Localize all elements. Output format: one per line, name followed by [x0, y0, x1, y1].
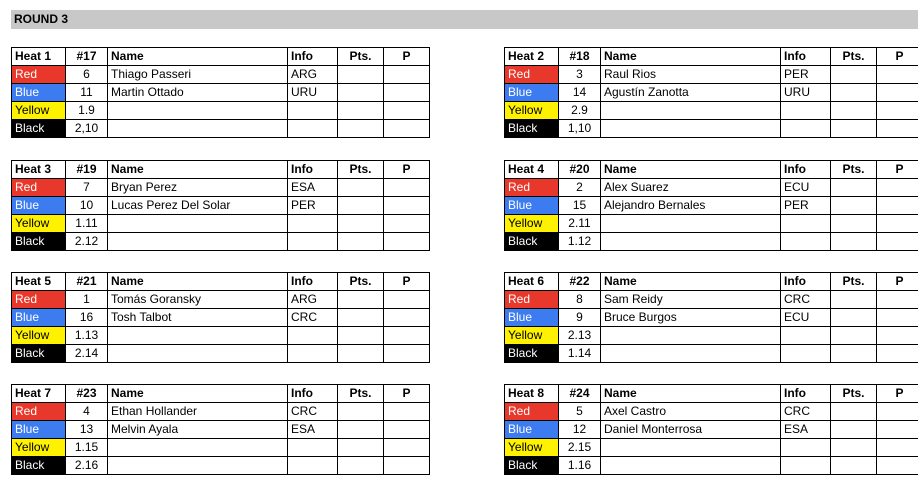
surfer-info: [781, 327, 831, 345]
table-row: [12, 66, 430, 84]
entry-number: 7: [66, 179, 108, 197]
points-cell: [831, 179, 877, 197]
place-cell: [877, 102, 918, 120]
heat-number: #21: [66, 273, 108, 291]
surfer-name: [601, 102, 781, 120]
surfer-name: [601, 345, 781, 363]
entry-number: 14: [559, 84, 601, 102]
table-row: [505, 84, 918, 102]
entry-number: 2: [559, 179, 601, 197]
column-header-name: Name: [601, 385, 781, 403]
place-cell: [877, 66, 918, 84]
surfer-info: PER: [781, 197, 831, 215]
place-cell: [877, 327, 918, 345]
points-cell: [831, 421, 877, 439]
surfer-info: [781, 439, 831, 457]
column-header-pts: Pts.: [338, 48, 384, 66]
surfer-name: Lucas Perez Del Solar: [108, 197, 288, 215]
color-label: Blue: [505, 309, 559, 327]
points-cell: [338, 197, 384, 215]
color-label: Yellow: [505, 439, 559, 457]
surfer-name: [601, 457, 781, 475]
heat-number: #17: [66, 48, 108, 66]
color-label: Yellow: [12, 102, 66, 120]
surfer-info: ECU: [781, 179, 831, 197]
surfer-info: CRC: [288, 309, 338, 327]
entry-number: 6: [66, 66, 108, 84]
surfer-info: [781, 120, 831, 138]
place-cell: [877, 197, 918, 215]
column-header-info: Info: [781, 273, 831, 291]
points-cell: [831, 403, 877, 421]
entry-number: 2.15: [559, 439, 601, 457]
points-cell: [831, 102, 877, 120]
place-cell: [877, 215, 918, 233]
place-cell: [384, 233, 430, 251]
place-cell: [384, 439, 430, 457]
surfer-info: [781, 102, 831, 120]
points-cell: [831, 291, 877, 309]
surfer-name: Melvin Ayala: [108, 421, 288, 439]
table-row: [12, 457, 430, 475]
surfer-name: [601, 327, 781, 345]
heat-header-row: [12, 385, 430, 403]
surfer-name: [601, 120, 781, 138]
color-label: Black: [12, 120, 66, 138]
color-label: Black: [12, 457, 66, 475]
color-label: Blue: [12, 421, 66, 439]
surfer-info: [288, 102, 338, 120]
table-row: [505, 421, 918, 439]
column-header-p: P: [877, 273, 918, 291]
table-row: [12, 439, 430, 457]
points-cell: [338, 233, 384, 251]
surfer-info: [781, 345, 831, 363]
surfer-name: Agustín Zanotta: [601, 84, 781, 102]
heat-table: [11, 47, 430, 138]
place-cell: [384, 421, 430, 439]
points-cell: [831, 327, 877, 345]
table-row: [12, 309, 430, 327]
heat-title: Heat 4: [505, 161, 559, 179]
entry-number: 1.14: [559, 345, 601, 363]
heat-table: [504, 272, 918, 363]
place-cell: [877, 233, 918, 251]
heat-number: #18: [559, 48, 601, 66]
table-row: [12, 403, 430, 421]
heat-number: #24: [559, 385, 601, 403]
heat-number: #19: [66, 161, 108, 179]
table-row: [12, 233, 430, 251]
points-cell: [338, 327, 384, 345]
heat-table: [504, 160, 918, 251]
place-cell: [877, 345, 918, 363]
place-cell: [877, 179, 918, 197]
surfer-name: Ethan Hollander: [108, 403, 288, 421]
points-cell: [338, 215, 384, 233]
table-row: [12, 102, 430, 120]
surfer-info: ESA: [288, 179, 338, 197]
column-header-name: Name: [108, 273, 288, 291]
heat-table: [11, 160, 430, 251]
surfer-name: Sam Reidy: [601, 291, 781, 309]
table-row: [505, 457, 918, 475]
color-label: Red: [12, 66, 66, 84]
heat-number: #22: [559, 273, 601, 291]
table-row: [12, 120, 430, 138]
column-header-info: Info: [781, 48, 831, 66]
column-header-info: Info: [288, 385, 338, 403]
color-label: Blue: [12, 84, 66, 102]
color-label: Yellow: [505, 327, 559, 345]
surfer-info: [288, 215, 338, 233]
surfer-name: Bryan Perez: [108, 179, 288, 197]
entry-number: 2.13: [559, 327, 601, 345]
color-label: Blue: [505, 84, 559, 102]
heat-header-row: [505, 48, 918, 66]
column-header-p: P: [384, 161, 430, 179]
entry-number: 1.16: [559, 457, 601, 475]
entry-number: 10: [66, 197, 108, 215]
surfer-info: CRC: [781, 291, 831, 309]
heat-header-row: [505, 273, 918, 291]
place-cell: [877, 439, 918, 457]
place-cell: [384, 291, 430, 309]
surfer-info: [781, 457, 831, 475]
column-header-info: Info: [288, 161, 338, 179]
entry-number: 5: [559, 403, 601, 421]
surfer-name: Bruce Burgos: [601, 309, 781, 327]
heat-header-row: [505, 161, 918, 179]
table-row: [12, 421, 430, 439]
table-row: [505, 327, 918, 345]
surfer-info: ECU: [781, 309, 831, 327]
place-cell: [384, 179, 430, 197]
heat-title: Heat 5: [12, 273, 66, 291]
surfer-name: Axel Castro: [601, 403, 781, 421]
place-cell: [384, 66, 430, 84]
color-label: Red: [505, 179, 559, 197]
column-header-p: P: [877, 48, 918, 66]
entry-number: 16: [66, 309, 108, 327]
points-cell: [831, 215, 877, 233]
column-header-p: P: [384, 385, 430, 403]
place-cell: [384, 84, 430, 102]
points-cell: [338, 345, 384, 363]
column-header-p: P: [877, 161, 918, 179]
place-cell: [877, 84, 918, 102]
place-cell: [384, 120, 430, 138]
surfer-name: Thiago Passeri: [108, 66, 288, 84]
table-row: [505, 197, 918, 215]
heat-table: [11, 272, 430, 363]
table-row: [505, 120, 918, 138]
color-label: Yellow: [12, 327, 66, 345]
surfer-info: [288, 233, 338, 251]
surfer-info: ESA: [781, 421, 831, 439]
points-cell: [338, 84, 384, 102]
surfer-name: [108, 120, 288, 138]
column-header-p: P: [384, 48, 430, 66]
table-row: [505, 291, 918, 309]
table-row: [505, 102, 918, 120]
column-header-pts: Pts.: [338, 161, 384, 179]
color-label: Black: [12, 345, 66, 363]
heat-header-row: [12, 161, 430, 179]
entry-number: 11: [66, 84, 108, 102]
place-cell: [877, 120, 918, 138]
surfer-info: URU: [781, 84, 831, 102]
entry-number: 3: [559, 66, 601, 84]
surfer-info: [288, 439, 338, 457]
color-label: Black: [505, 457, 559, 475]
column-header-pts: Pts.: [338, 385, 384, 403]
surfer-info: CRC: [288, 403, 338, 421]
table-row: [12, 327, 430, 345]
column-header-name: Name: [601, 273, 781, 291]
color-label: Blue: [12, 309, 66, 327]
place-cell: [384, 345, 430, 363]
column-header-name: Name: [601, 161, 781, 179]
points-cell: [831, 309, 877, 327]
entry-number: 2.16: [66, 457, 108, 475]
points-cell: [831, 233, 877, 251]
place-cell: [384, 215, 430, 233]
surfer-name: [108, 345, 288, 363]
column-header-p: P: [877, 385, 918, 403]
points-cell: [831, 439, 877, 457]
column-header-pts: Pts.: [831, 48, 877, 66]
place-cell: [384, 102, 430, 120]
color-label: Yellow: [12, 215, 66, 233]
entry-number: 2.12: [66, 233, 108, 251]
surfer-name: [108, 102, 288, 120]
points-cell: [338, 403, 384, 421]
column-header-name: Name: [108, 385, 288, 403]
table-row: [505, 179, 918, 197]
entry-number: 2.9: [559, 102, 601, 120]
entry-number: 8: [559, 291, 601, 309]
color-label: Red: [12, 403, 66, 421]
round-title: ROUND 3: [14, 12, 69, 26]
surfer-info: [288, 457, 338, 475]
color-label: Black: [12, 233, 66, 251]
points-cell: [831, 457, 877, 475]
column-header-name: Name: [108, 161, 288, 179]
column-header-pts: Pts.: [338, 273, 384, 291]
place-cell: [877, 291, 918, 309]
points-cell: [338, 421, 384, 439]
table-row: [505, 215, 918, 233]
place-cell: [384, 457, 430, 475]
heat-title: Heat 8: [505, 385, 559, 403]
surfer-info: [288, 327, 338, 345]
entry-number: 1,10: [559, 120, 601, 138]
heat-table: [11, 384, 430, 475]
surfer-name: Alejandro Bernales: [601, 197, 781, 215]
surfer-name: [108, 457, 288, 475]
points-cell: [338, 291, 384, 309]
points-cell: [338, 66, 384, 84]
color-label: Red: [12, 291, 66, 309]
table-row: [505, 403, 918, 421]
points-cell: [338, 120, 384, 138]
heat-number: #23: [66, 385, 108, 403]
surfer-name: Tosh Talbot: [108, 309, 288, 327]
entry-number: 1.12: [559, 233, 601, 251]
column-header-pts: Pts.: [831, 273, 877, 291]
entry-number: 12: [559, 421, 601, 439]
entry-number: 9: [559, 309, 601, 327]
entry-number: 1.13: [66, 327, 108, 345]
place-cell: [877, 421, 918, 439]
table-row: [12, 291, 430, 309]
heat-header-row: [12, 273, 430, 291]
surfer-name: [601, 233, 781, 251]
color-label: Blue: [505, 421, 559, 439]
entry-number: 2,10: [66, 120, 108, 138]
entry-number: 1.11: [66, 215, 108, 233]
surfer-name: Tomás Goransky: [108, 291, 288, 309]
place-cell: [877, 457, 918, 475]
surfer-name: [601, 439, 781, 457]
surfer-info: ARG: [288, 66, 338, 84]
column-header-info: Info: [288, 273, 338, 291]
table-row: [12, 345, 430, 363]
surfer-info: CRC: [781, 403, 831, 421]
heat-header-row: [12, 48, 430, 66]
column-header-p: P: [384, 273, 430, 291]
color-label: Black: [505, 233, 559, 251]
entry-number: 1.15: [66, 439, 108, 457]
column-header-info: Info: [288, 48, 338, 66]
heat-title: Heat 6: [505, 273, 559, 291]
entry-number: 15: [559, 197, 601, 215]
table-row: [505, 439, 918, 457]
surfer-name: Alex Suarez: [601, 179, 781, 197]
heat-table: [504, 47, 918, 138]
color-label: Red: [505, 291, 559, 309]
entry-number: 4: [66, 403, 108, 421]
color-label: Black: [505, 345, 559, 363]
surfer-info: ESA: [288, 421, 338, 439]
heat-header-row: [505, 385, 918, 403]
column-header-info: Info: [781, 161, 831, 179]
heat-title: Heat 2: [505, 48, 559, 66]
surfer-info: URU: [288, 84, 338, 102]
heat-title: Heat 7: [12, 385, 66, 403]
entry-number: 2.14: [66, 345, 108, 363]
points-cell: [831, 345, 877, 363]
surfer-info: [781, 215, 831, 233]
heat-title: Heat 3: [12, 161, 66, 179]
place-cell: [384, 403, 430, 421]
points-cell: [338, 309, 384, 327]
column-header-name: Name: [108, 48, 288, 66]
surfer-name: [108, 215, 288, 233]
surfer-name: [108, 233, 288, 251]
column-header-pts: Pts.: [831, 161, 877, 179]
entry-number: 1: [66, 291, 108, 309]
color-label: Red: [505, 66, 559, 84]
color-label: Yellow: [505, 102, 559, 120]
surfer-name: [108, 439, 288, 457]
surfer-name: [108, 327, 288, 345]
surfer-name: Daniel Monterrosa: [601, 421, 781, 439]
color-label: Blue: [505, 197, 559, 215]
color-label: Blue: [12, 197, 66, 215]
surfer-name: Martin Ottado: [108, 84, 288, 102]
column-header-name: Name: [601, 48, 781, 66]
place-cell: [384, 327, 430, 345]
table-row: [505, 66, 918, 84]
place-cell: [384, 197, 430, 215]
surfer-name: [601, 215, 781, 233]
surfer-info: [288, 120, 338, 138]
table-row: [505, 345, 918, 363]
place-cell: [384, 309, 430, 327]
column-header-pts: Pts.: [831, 385, 877, 403]
points-cell: [338, 457, 384, 475]
entry-number: 13: [66, 421, 108, 439]
table-row: [12, 197, 430, 215]
table-row: [505, 233, 918, 251]
place-cell: [877, 403, 918, 421]
points-cell: [338, 179, 384, 197]
table-row: [12, 215, 430, 233]
column-header-info: Info: [781, 385, 831, 403]
color-label: Red: [12, 179, 66, 197]
color-label: Red: [505, 403, 559, 421]
points-cell: [338, 102, 384, 120]
surfer-info: [781, 233, 831, 251]
heat-title: Heat 1: [12, 48, 66, 66]
entry-number: 2.11: [559, 215, 601, 233]
color-label: Black: [505, 120, 559, 138]
table-row: [505, 309, 918, 327]
surfer-info: [288, 345, 338, 363]
table-row: [12, 179, 430, 197]
place-cell: [877, 309, 918, 327]
points-cell: [831, 84, 877, 102]
points-cell: [831, 120, 877, 138]
points-cell: [831, 66, 877, 84]
heat-number: #20: [559, 161, 601, 179]
color-label: Yellow: [505, 215, 559, 233]
points-cell: [831, 197, 877, 215]
surfer-info: ARG: [288, 291, 338, 309]
table-row: [12, 84, 430, 102]
surfer-info: PER: [781, 66, 831, 84]
round-header-bar: [11, 10, 918, 29]
heat-table: [504, 384, 918, 475]
surfer-info: PER: [288, 197, 338, 215]
color-label: Yellow: [12, 439, 66, 457]
points-cell: [338, 439, 384, 457]
entry-number: 1.9: [66, 102, 108, 120]
surfer-name: Raul Rios: [601, 66, 781, 84]
